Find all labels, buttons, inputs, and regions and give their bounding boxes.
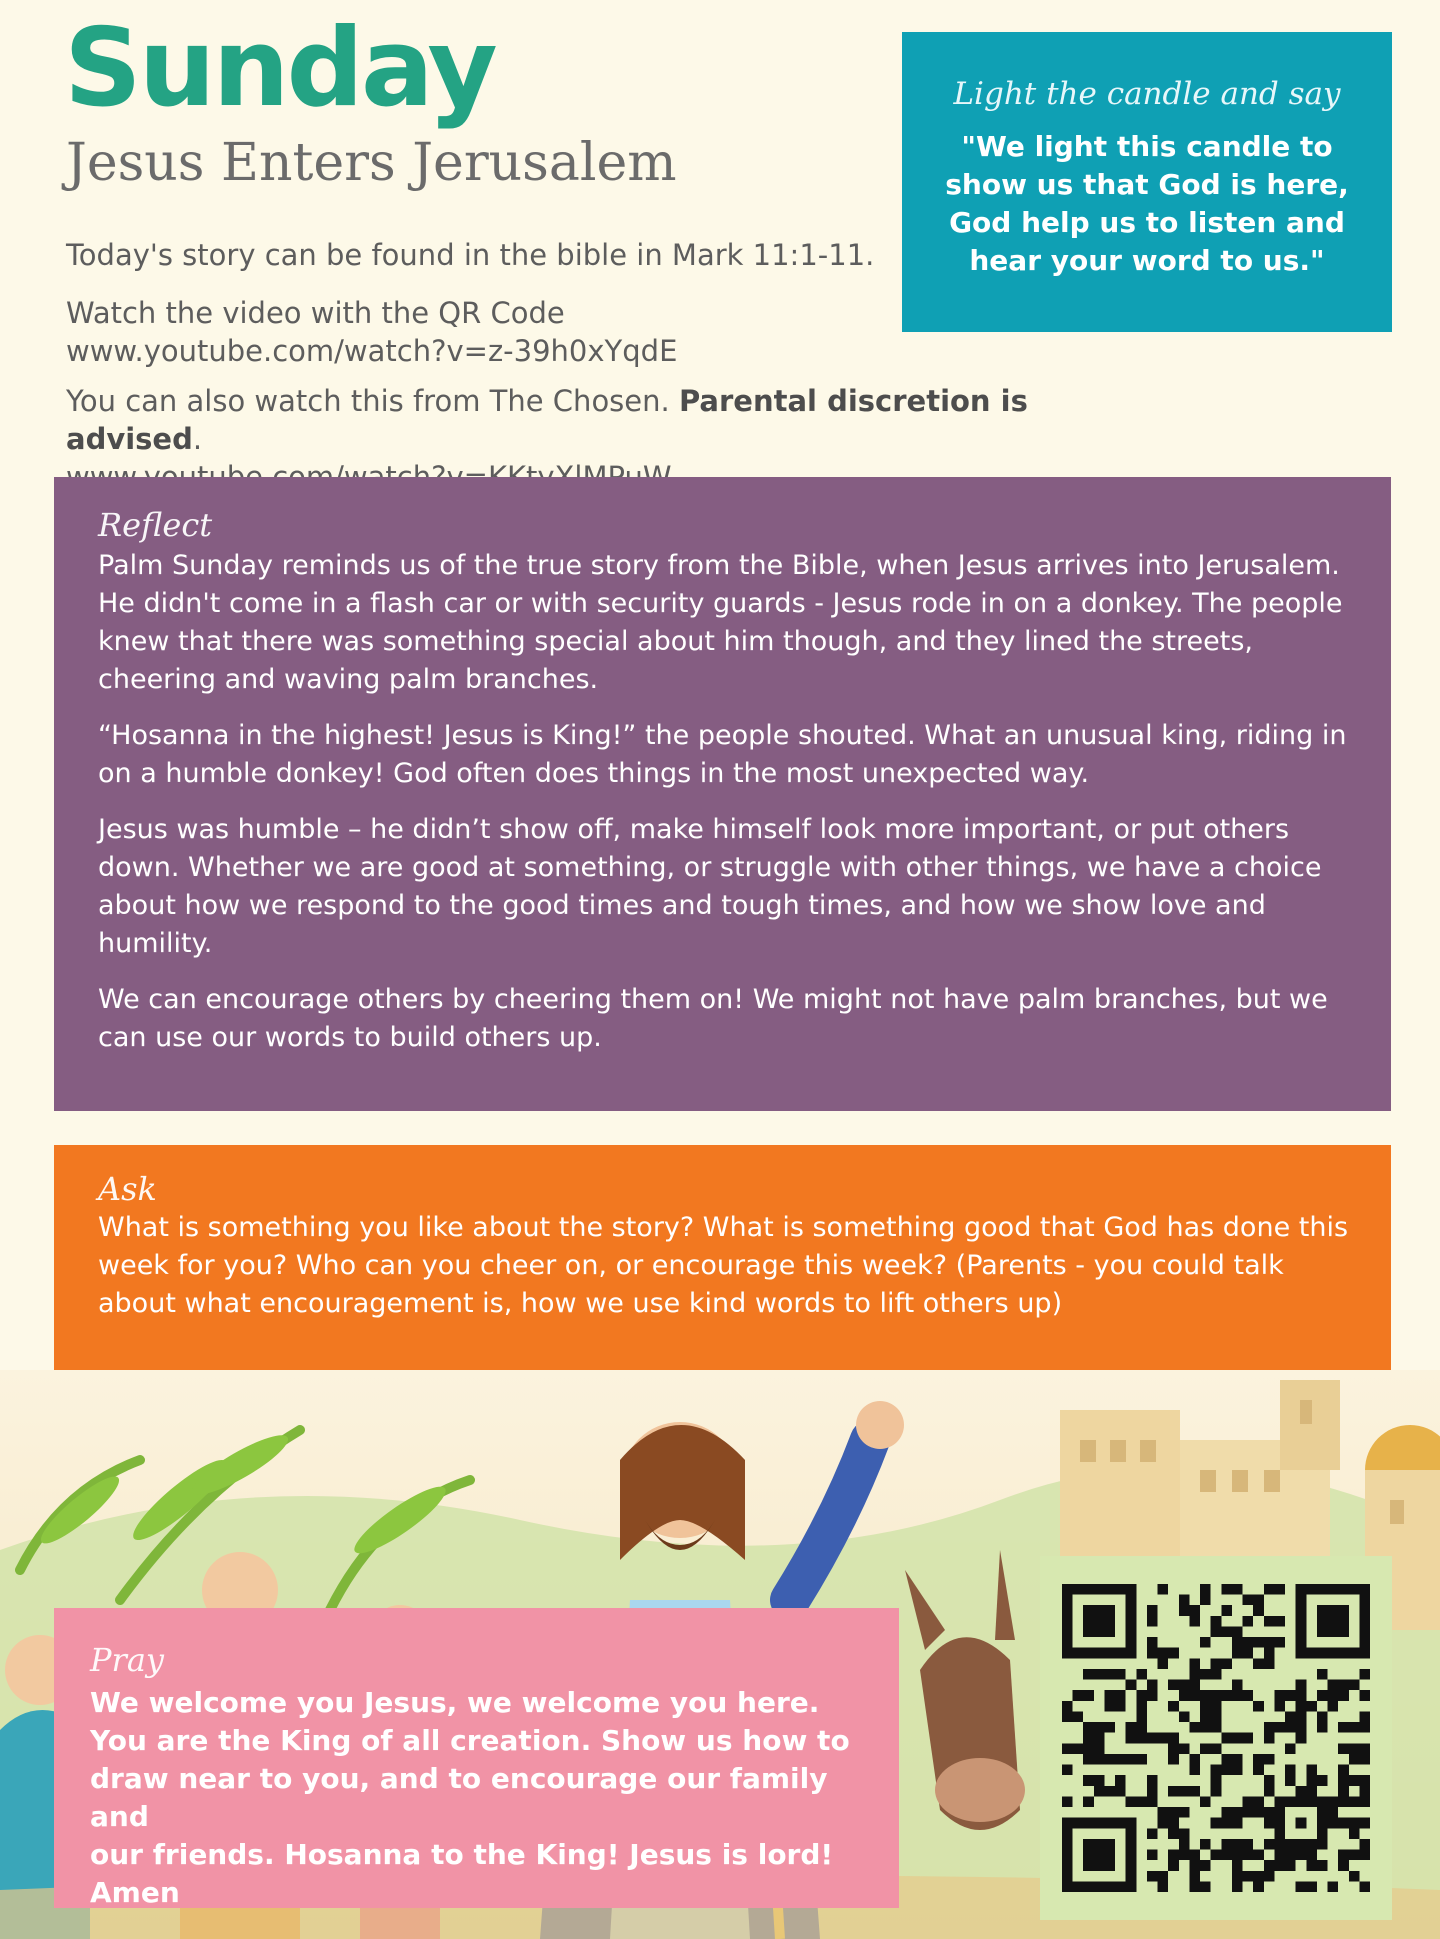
chosen-period: . xyxy=(192,422,203,456)
qr-code-icon[interactable] xyxy=(1062,1580,1370,1896)
reflect-heading: Reflect xyxy=(98,506,213,544)
video-label: Watch the video with the QR Code xyxy=(66,296,565,330)
reflect-paragraph: Palm Sunday reminds us of the true story from the Bible, when Jesus arrives into Jerusalem. He didn't come in a flash car or with security guards - Jesus rode in on a donkey. The people knew that there was something special about him though, and they lined the streets, cheering and waving palm branches. xyxy=(98,550,1343,695)
pray-line: We welcome you Jesus, we welcome you here. xyxy=(90,1686,820,1719)
pray-section xyxy=(54,1608,899,1908)
story-title: Jesus Enters Jerusalem xyxy=(66,133,677,193)
reflect-section xyxy=(54,477,1391,1111)
pray-line: draw near to you, and to encourage our family and xyxy=(90,1762,828,1833)
day-title: Sunday xyxy=(64,6,495,131)
video-link[interactable]: www.youtube.com/watch?v=z-39h0xYqdE xyxy=(66,334,678,368)
ask-heading: Ask xyxy=(98,1170,157,1208)
chosen-text: You can also watch this from The Chosen. xyxy=(66,384,679,418)
candle-box xyxy=(902,32,1392,332)
candle-text: "We light this candle to show us that God is here, God help us to listen and hear your word to us." xyxy=(945,130,1349,277)
pray-heading: Pray xyxy=(90,1641,164,1679)
candle-heading: Light the candle and say xyxy=(953,76,1341,112)
pray-line: Amen xyxy=(90,1876,180,1909)
reflect-paragraph: We can encourage others by cheering them on! We might not have palm branches, but we can use our words to build others up. xyxy=(98,984,1328,1053)
ask-text: What is something you like about the story? What is something good that God has done this week for you? Who can you cheer on, or encourage this week? (Parents - you could talk about what encouragement is, how we use kind words to lift others up) xyxy=(98,1212,1349,1319)
pray-line: our friends. Hosanna to the King! Jesus is lord! xyxy=(90,1838,834,1871)
qr-code-panel xyxy=(1040,1556,1392,1920)
pray-line: You are the King of all creation. Show us how to xyxy=(90,1724,850,1757)
bible-reference: Today's story can be found in the bible in Mark 11:1-11. xyxy=(66,238,875,272)
ask-section xyxy=(54,1145,1391,1370)
reflect-paragraph: “Hosanna in the highest! Jesus is King!” the people shouted. What an unusual king, riding in on a humble donkey! God often does things in the most unexpected way. xyxy=(98,720,1347,789)
reflect-paragraph: Jesus was humble – he didn’t show off, make himself look more important, or put others down. Whether we are good at something, or struggle with other things, we have a choice about how we respond to the good times and tough times, and how we show love and humility. xyxy=(98,814,1322,959)
parental-warning: Parental discretion is advised xyxy=(66,384,1028,456)
